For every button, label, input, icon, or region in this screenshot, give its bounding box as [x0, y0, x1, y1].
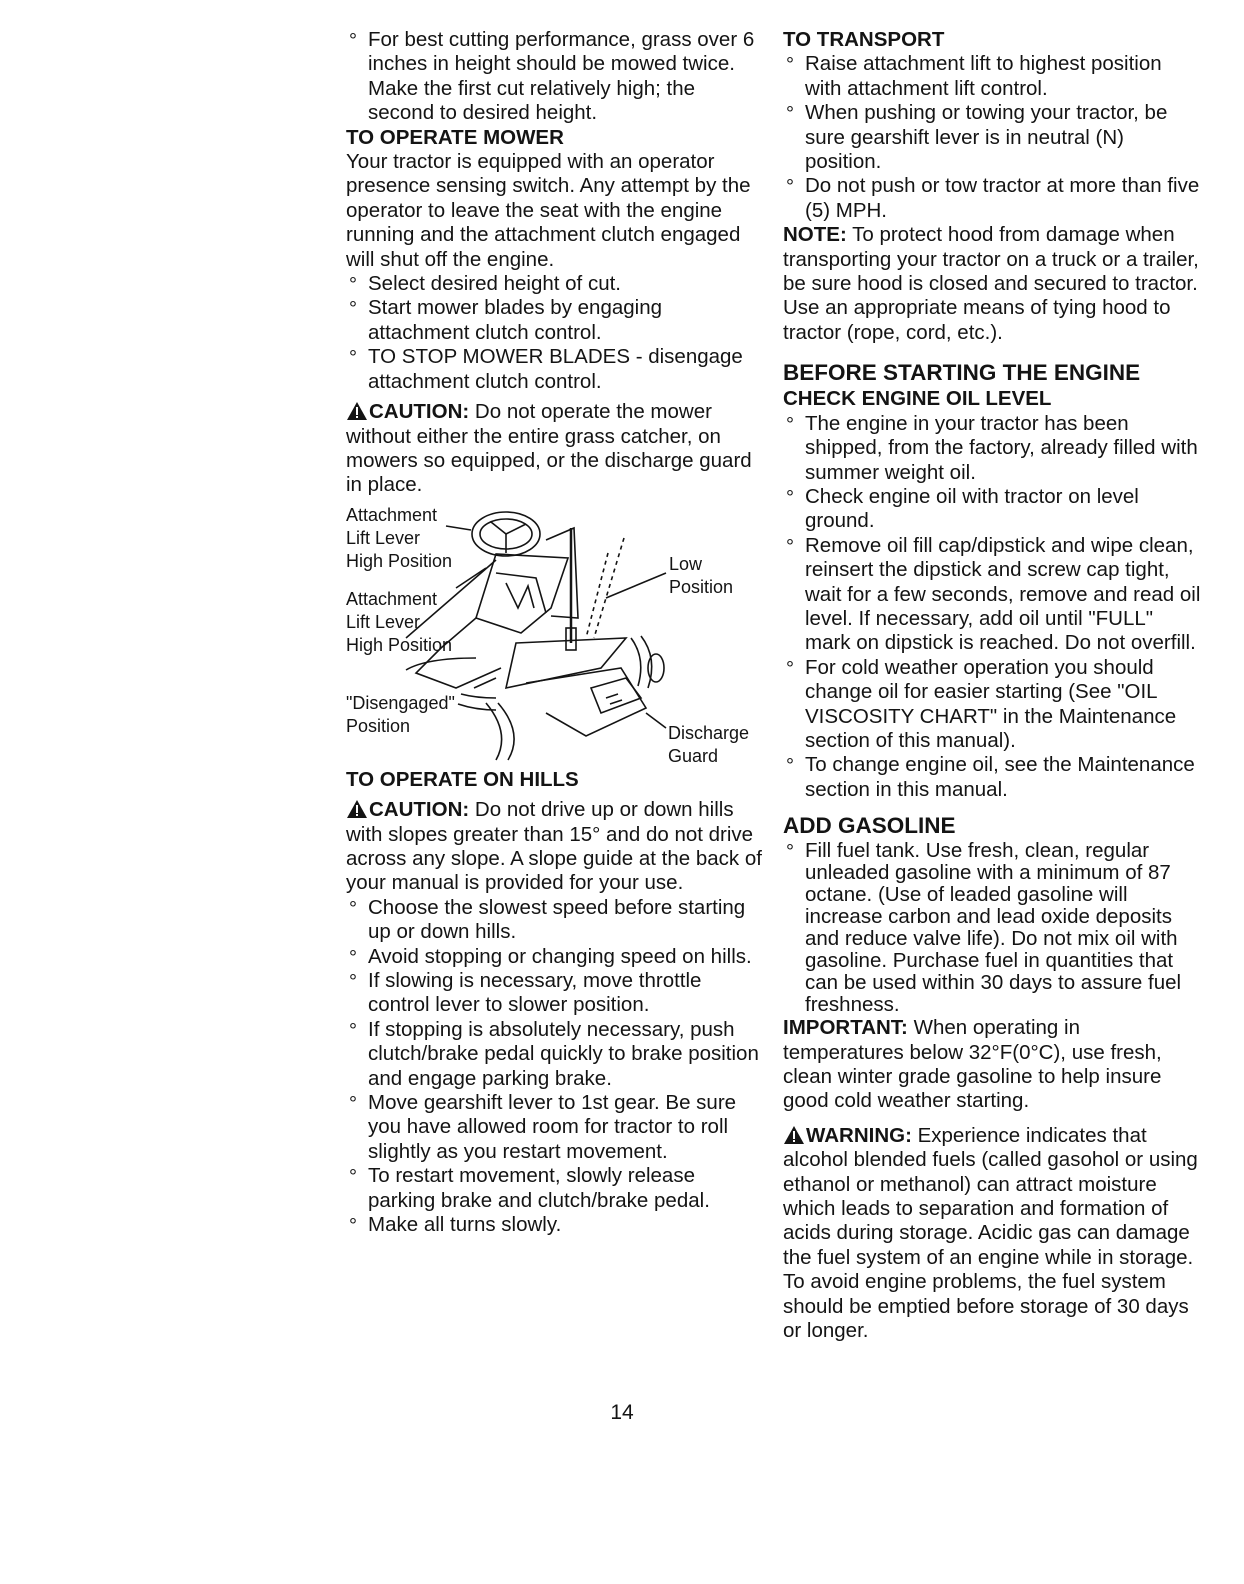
list-item: ° Remove oil fill cap/dipstick and wipe clean, reinsert the dipstick and screw cap tight, wait for a few seconds, remove and read oil level. If necessary, add oil until "FULL" mark on dipstick is reached. Do not overfill.: [783, 534, 1203, 656]
list-item: ° For best cutting performance, grass over 6 inches in height should be mowed twice. Make the first cut relatively high; the second to desired height.: [346, 28, 766, 126]
list-item: ° If slowing is necessary, move throttle control lever to slower position.: [346, 969, 766, 1018]
note-text: To protect hood from damage when transporting your tractor on a truck or a trailer, be sure hood is closed and secured to tractor. Use an appropriate means of tying hood to tractor (rope, cord, etc.).: [783, 223, 1199, 344]
list-item: ° To restart movement, slowly release parking brake and clutch/brake pedal.: [346, 1164, 766, 1213]
label-discharge-guard: Discharge Guard: [668, 722, 750, 766]
list-item: ° When pushing or towing your tractor, be sure gearshift lever is in neutral (N) position.: [783, 101, 1203, 174]
mower-caution: [346, 400, 766, 498]
page-number: 14: [610, 1401, 634, 1424]
list-item: ° Choose the slowest speed before starting up or down hills.: [346, 896, 766, 945]
gasoline-list: [783, 840, 1203, 1016]
list-item: ° Fill fuel tank. Use fresh, clean, regular unleaded gasoline with a minimum of 87 octane. (Use of leaded gasoline will increase carbon and lead oxide deposits and reduce valve life). Do not mix oil with gasoline. Purchase fuel in quantities that can be used within 30 days to assure fuel freshness.: [783, 840, 1203, 1016]
important-label: IMPORTANT:: [783, 1016, 908, 1040]
caution-text: Do not drive up or down hills with slopes greater than 15° and do not drive across any slope. A slope guide at the back of your manual is provided for your use.: [346, 798, 762, 895]
list-item: ° Make all turns slowly.: [346, 1213, 766, 1237]
list-item: ° Select desired height of cut.: [346, 272, 766, 296]
warning-triangle-icon: [346, 799, 368, 819]
important-text: When operating in temperatures below 32°F(0°C), use fresh, clean winter grade gasoline to help insure good cold weather starting.: [783, 1016, 1162, 1113]
caution-text: Do not operate the mower without either the entire grass catcher, on mowers so equipped, or the discharge guard in place.: [346, 400, 752, 497]
operate-mower-heading: TO OPERATE MOWER: [346, 125, 564, 149]
label-attachment-high-1: Attachment Lift Lever High Position: [346, 504, 453, 571]
operate-mower-list: [346, 272, 766, 394]
label-disengaged-position: "Disengaged" Position: [346, 692, 455, 736]
list-item: ° TO STOP MOWER BLADES - disengage attachment clutch control.: [346, 345, 766, 394]
mower-lever-figure: [346, 498, 766, 768]
list-item: ° Raise attachment lift to highest position with attachment lift control.: [783, 52, 1203, 101]
left-column: [346, 28, 766, 1237]
warning-text: Experience indicates that alcohol blended fuels (called gasohol or using ethanol or methanol) can attract moisture which leads to separation and formation of acids during storage. Acidic gas can damage the fuel system of an engine while in storage. To avoid engine problems, the fuel system should be emptied before storage of 30 days or longer.: [783, 1123, 1198, 1343]
label-low-position: Low Position: [669, 553, 734, 597]
operate-mower-paragraph: Your tractor is equipped with an operator presence sensing switch. Any attempt by the operator to leave the seat with the engine running and the attachment clutch engaged will shut off the engine.: [346, 150, 751, 271]
hills-list: [346, 896, 766, 1238]
list-item: ° Move gearshift lever to 1st gear. Be sure you have allowed room for tractor to roll slightly as you restart movement.: [346, 1091, 766, 1164]
list-item: ° For cold weather operation you should change oil for easier starting (See "OIL VISCOSITY CHART" in the Maintenance section of this manual).: [783, 656, 1203, 754]
check-oil-subheading: CHECK ENGINE OIL LEVEL: [783, 387, 1052, 411]
caution-label: CAUTION:: [369, 798, 470, 822]
warning-triangle-icon: [346, 401, 368, 421]
caution-label: CAUTION:: [369, 400, 470, 424]
hills-heading: TO OPERATE ON HILLS: [346, 767, 579, 791]
list-item: ° Check engine oil with tractor on level ground.: [783, 485, 1203, 534]
hills-caution: [346, 798, 766, 896]
note-label: NOTE:: [783, 223, 847, 247]
list-item: ° If stopping is absolutely necessary, push clutch/brake pedal quickly to brake position and engage parking brake.: [346, 1018, 766, 1091]
transport-list: [783, 52, 1203, 223]
right-column: [783, 28, 1203, 1343]
list-item: ° Start mower blades by engaging attachment clutch control.: [346, 296, 766, 345]
before-starting-heading: BEFORE STARTING THE ENGINE: [783, 360, 1141, 386]
label-attachment-high-2: Attachment Lift Lever High Position: [346, 588, 453, 655]
list-item: ° The engine in your tractor has been shipped, from the factory, already filled with summer weight oil.: [783, 412, 1203, 485]
gasoline-warning: [783, 1124, 1203, 1344]
important-note: [783, 1016, 1203, 1114]
list-item: ° To change engine oil, see the Maintenance section in this manual.: [783, 753, 1203, 802]
transport-note: [783, 223, 1203, 345]
add-gasoline-heading: ADD GASOLINE: [783, 813, 956, 839]
intro-list: [346, 28, 766, 126]
check-oil-list: [783, 412, 1203, 803]
warning-triangle-icon: [783, 1125, 805, 1145]
list-item: ° Avoid stopping or changing speed on hills.: [346, 945, 766, 969]
transport-heading: TO TRANSPORT: [783, 28, 945, 51]
warning-label: WARNING:: [806, 1123, 912, 1147]
list-item: ° Do not push or tow tractor at more than five (5) MPH.: [783, 174, 1203, 223]
